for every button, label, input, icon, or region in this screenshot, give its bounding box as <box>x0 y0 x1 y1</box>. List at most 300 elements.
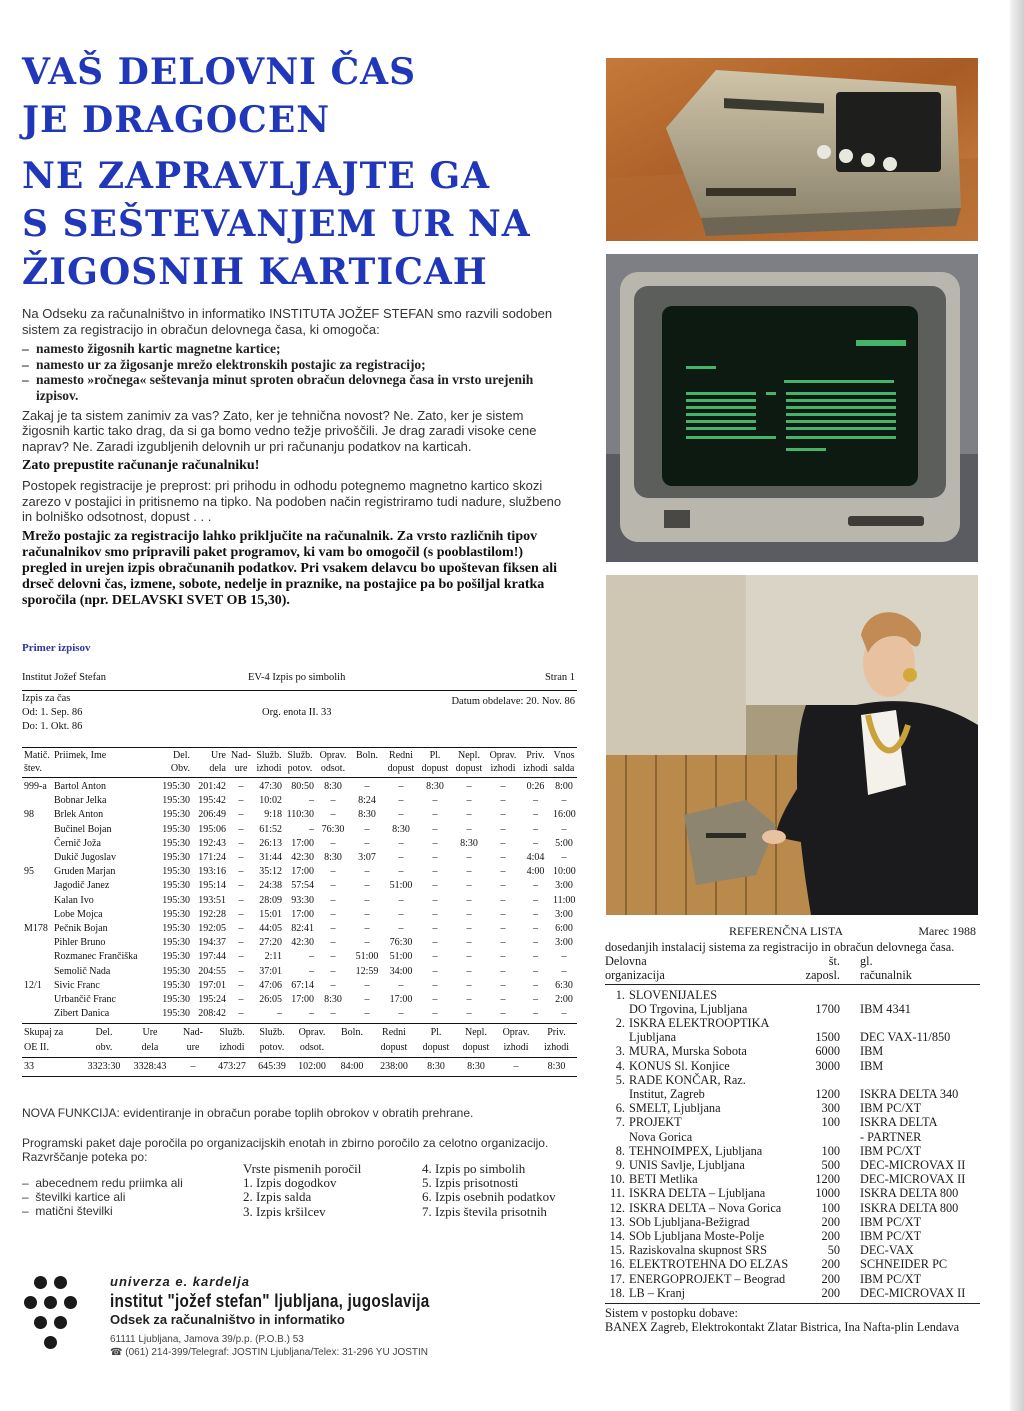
table-cell: 1700 <box>815 1001 840 1016</box>
table-cell: Pečnik Bojan <box>54 923 108 935</box>
table-cell: Nova Gorica <box>629 1129 693 1144</box>
table-cell: 195:30 <box>162 908 190 920</box>
table-cell: 15. <box>609 1243 625 1258</box>
table-cell: – <box>398 979 404 991</box>
table-cell: DEC-MICROVAX II <box>860 1285 966 1300</box>
table-cell: – <box>330 908 336 920</box>
table-cell: 3. <box>615 1044 625 1059</box>
table-cell: 51:00 <box>389 880 413 892</box>
table-cell: 197:01 <box>198 979 226 991</box>
table-cell: 102:00 <box>298 1060 326 1072</box>
headline-line: VAŠ DELOVNI ČAS <box>22 51 417 93</box>
table-cell: – <box>500 965 506 977</box>
table-cell: 195:30 <box>162 979 190 991</box>
table-cell <box>860 1016 980 1030</box>
col-header: Ure dela <box>141 1027 159 1053</box>
table-cell: ENERGOPROJEKT – Beograd <box>629 1271 786 1286</box>
sort-item: – številki kartice ali <box>22 1190 126 1204</box>
intro-text <box>22 306 570 613</box>
table-cell: – <box>533 880 538 892</box>
table-row <box>22 908 577 922</box>
table-cell: – <box>238 937 244 949</box>
table-cell: – <box>466 880 472 892</box>
table-cell: 2:00 <box>555 994 573 1006</box>
table-cell: 76:30 <box>321 823 345 835</box>
table-cell: 238:00 <box>380 1060 408 1072</box>
table-cell: M178 <box>24 923 48 935</box>
table-cell: 100 <box>821 1143 840 1158</box>
table-cell: – <box>432 795 438 807</box>
summary-values <box>22 1060 577 1074</box>
table-cell: – <box>238 894 244 906</box>
list-item <box>605 1087 980 1101</box>
table-cell: – <box>364 894 370 906</box>
list-item <box>605 1059 980 1073</box>
list-item <box>605 1030 980 1044</box>
table-cell: 11:00 <box>553 894 576 906</box>
table-cell: – <box>238 965 244 977</box>
col-header: Nad- ure <box>183 1027 203 1053</box>
col-header: Redni dopust <box>387 750 415 774</box>
table-cell: – <box>309 965 314 977</box>
table-cell: – <box>432 1008 438 1020</box>
table-cell: DO Trgovina, Ljubljana <box>629 1001 748 1016</box>
table-cell: 200 <box>821 1271 840 1286</box>
table-cell: 7. <box>615 1115 625 1130</box>
table-cell: 9. <box>615 1158 625 1173</box>
table-cell: 195:30 <box>162 866 190 878</box>
report-types-col2 <box>422 1162 556 1219</box>
table-cell <box>22 837 52 851</box>
table-row <box>22 837 577 851</box>
report-type-item: 1. Izpis dogodkov <box>243 1175 337 1191</box>
divider <box>22 1023 577 1024</box>
table-cell: 13. <box>609 1214 625 1229</box>
table-cell: Institut, Zagreb <box>629 1087 705 1102</box>
table-cell: 67:14 <box>291 979 314 991</box>
table-cell <box>22 794 52 808</box>
table-cell: – <box>398 1008 404 1020</box>
table-cell: – <box>238 951 244 963</box>
divider <box>22 777 577 778</box>
pending-title: Sistem v postopku dobave: <box>605 1306 738 1321</box>
report-type-item: 7. Izpis števila prisotnih <box>422 1203 547 1219</box>
table-cell: – <box>500 837 506 849</box>
table-cell: 197:44 <box>198 951 226 963</box>
table-cell: Černič Joža <box>54 837 101 849</box>
table-cell: – <box>277 1008 282 1020</box>
table-cell: 195:14 <box>198 880 226 892</box>
divider <box>22 690 577 691</box>
table-cell: – <box>309 795 314 807</box>
table-cell: – <box>466 908 472 920</box>
table-cell: – <box>432 951 438 963</box>
photo-terminal-device <box>606 58 978 241</box>
table-cell: Urbančič Franc <box>54 994 116 1006</box>
table-cell: Jagodič Janez <box>54 880 110 892</box>
col-header: gl. računalnik <box>860 954 912 983</box>
table-cell: – <box>330 951 336 963</box>
table-cell: 8. <box>615 1143 625 1158</box>
table-cell: UNIS Savlje, Ljubljana <box>629 1158 745 1173</box>
table-cell: 26:05 <box>259 994 282 1006</box>
table-cell: – <box>466 937 472 949</box>
table-cell: 42:30 <box>291 852 314 864</box>
table-cell: – <box>398 809 404 821</box>
table-cell: – <box>238 781 244 792</box>
summary-header-row <box>22 1026 577 1054</box>
table-cell: 34:00 <box>389 965 413 977</box>
col-header: Boln. <box>341 1027 363 1039</box>
table-cell <box>805 988 860 1002</box>
photo-woman-terminal <box>606 575 978 915</box>
table-cell: – <box>533 1008 538 1020</box>
table-cell: LB – Kranj <box>629 1285 686 1300</box>
table-cell: – <box>432 994 438 1006</box>
table-cell: 204:55 <box>198 965 226 977</box>
list-item <box>605 1201 980 1215</box>
list-item <box>605 1130 980 1144</box>
table-cell: 98 <box>24 809 34 821</box>
list-item <box>605 988 980 1002</box>
col-header: Vnos salda <box>553 750 575 774</box>
table-cell: 100 <box>821 1115 840 1130</box>
table-row <box>22 823 577 837</box>
table-cell: 47:30 <box>259 781 282 792</box>
intro-emphasis: Zato prepustite računanje računalniku! <box>22 458 260 474</box>
reference-rows <box>605 988 980 1300</box>
table-cell: 50 <box>827 1243 840 1258</box>
table-cell <box>860 1073 980 1087</box>
table-cell: 8:30 <box>427 1060 445 1072</box>
table-cell: 645:39 <box>258 1060 286 1072</box>
table-cell: Pihler Bruno <box>54 937 106 949</box>
table-cell: – <box>466 852 472 864</box>
intro-paragraph: Zakaj je ta sistem zanimiv za vas? Zato, ker je tehnična novost? Ne. Zato, ker je sistem žigosnih kartic tako drag, da si ga bomo vedno težje privoščili. Je drag zaradi visoke cene naprav? Ne. Zaradi izgubljenih delovnih ur pri računanju podatkov na karticah. <box>22 407 537 454</box>
table-cell: 33 <box>24 1060 34 1072</box>
report-type-item: 3. Izpis kršilcev <box>243 1203 326 1219</box>
table-row <box>22 979 577 993</box>
table-cell: ISKRA DELTA 800 <box>860 1200 959 1215</box>
table-cell: 4. <box>615 1058 625 1073</box>
table-cell: – <box>466 781 472 792</box>
table-cell: ISKRA DELTA <box>860 1115 938 1130</box>
table-cell: DEC-MICROVAX II <box>860 1172 966 1187</box>
table-cell: Raziskovalna skupnost SRS <box>629 1243 768 1258</box>
table-cell: 6. <box>615 1101 625 1116</box>
table-cell: SLOVENIJALES <box>629 987 718 1002</box>
table-cell: – <box>500 951 506 963</box>
institute-name: institut "jožef stefan" ljubljana, jugoslavija <box>110 1291 430 1311</box>
table-cell <box>22 851 52 865</box>
table-cell: – <box>364 1008 370 1020</box>
list-item <box>605 1172 980 1186</box>
table-cell: 10:00 <box>553 866 576 878</box>
report-unit: Org. enota II. 33 <box>262 707 332 718</box>
table-cell: 8:30 <box>467 1060 485 1072</box>
table-cell: 195:30 <box>162 880 190 892</box>
table-cell: 195:30 <box>162 823 190 835</box>
table-cell: Sivic Franc <box>54 979 100 991</box>
table-cell: – <box>533 894 538 906</box>
table-cell: – <box>432 979 438 991</box>
table-cell: Lobe Mojca <box>54 908 103 920</box>
table-row <box>22 865 577 879</box>
table-cell: 195:30 <box>162 781 190 792</box>
table-cell: 8:30 <box>547 1060 566 1072</box>
table-cell: – <box>466 823 472 835</box>
list-item <box>605 1229 980 1243</box>
list-item <box>605 1286 980 1300</box>
table-cell: IBM PC/XT <box>860 1214 922 1229</box>
table-cell: 57:54 <box>291 880 314 892</box>
table-cell: 8:30 <box>324 781 342 792</box>
table-cell: 500 <box>821 1158 840 1173</box>
table-cell: 1200 <box>815 1087 840 1102</box>
table-cell: – <box>432 852 438 864</box>
table-cell: 3000 <box>815 1058 840 1073</box>
table-cell: DEC-MICROVAX II <box>860 1158 966 1173</box>
col-header: Priimek, Ime <box>54 750 107 761</box>
table-cell: – <box>398 923 404 935</box>
feature-item: – namesto žigosnih kartic magnetne kartice; <box>22 341 570 357</box>
table-cell: 82:41 <box>291 923 314 935</box>
table-cell: ISKRA DELTA 340 <box>860 1087 959 1102</box>
table-cell: SOb Ljubljana Moste-Polje <box>629 1229 765 1244</box>
table-row <box>22 965 577 979</box>
table-cell: Bobnar Jelka <box>54 795 107 807</box>
table-cell: – <box>190 1060 196 1072</box>
table-cell: 12:59 <box>355 965 379 977</box>
table-row <box>22 936 577 950</box>
table-cell: ISKRA DELTA – Ljubljana <box>629 1186 766 1201</box>
reference-title: REFERENČNA LISTA <box>729 924 844 938</box>
table-cell: – <box>238 866 244 878</box>
photo-monitor <box>606 254 978 562</box>
col-header: Oprav. izhodi <box>489 750 517 774</box>
table-cell: 17:00 <box>291 866 314 878</box>
table-cell <box>605 1130 629 1144</box>
table-cell: – <box>238 823 244 835</box>
table-row <box>22 894 577 908</box>
table-cell: 26:13 <box>259 837 282 849</box>
table-cell: – <box>561 852 567 864</box>
col-header: Pl. dopust <box>421 750 449 774</box>
table-cell: SCHNEIDER PC <box>860 1257 948 1272</box>
address: 61111 Ljubljana, Jamova 39/p.p. (P.O.B.) 53 ☎ (061) 214-399/Telegraf: JOSTIN Ljubljana/Telex: 31-296 YU JOSTIN <box>110 1334 428 1358</box>
report-types-col1 <box>243 1162 361 1219</box>
table-cell: 35:12 <box>259 866 282 878</box>
col-header: Priv. izhodi <box>544 1027 569 1053</box>
table-cell: – <box>432 866 438 878</box>
table-cell: – <box>533 923 538 935</box>
table-cell: 27:20 <box>259 937 282 949</box>
table-cell <box>22 936 52 950</box>
table-cell: 47:06 <box>259 979 282 991</box>
table-cell: 44:05 <box>259 923 282 935</box>
table-cell: – <box>238 837 244 849</box>
report-header <box>22 672 577 688</box>
reference-description: dosedanjih instalacij sistema za registracijo in obračun delovnega časa. <box>605 940 955 954</box>
table-cell: 24:38 <box>259 880 282 892</box>
report-type-item: 4. Izpis po simbolih <box>422 1161 526 1176</box>
page-edge <box>1010 0 1024 1411</box>
table-cell <box>22 823 52 837</box>
table-cell: Dukič Jugoslav <box>54 852 116 864</box>
pending-list: BANEX Zagreb, Elektrokontakt Zlatar Bistrica, Ina Nafta-plin Lendava <box>605 1320 960 1335</box>
table-cell: 80:50 <box>291 781 314 792</box>
col-header: Služb. potov. <box>287 750 313 774</box>
report-title: EV-4 Izpis po simbolih <box>248 672 346 683</box>
table-cell: – <box>238 923 244 935</box>
table-cell: Bartol Anton <box>54 781 106 792</box>
col-header: Nepl. dopust <box>455 750 483 774</box>
table-cell: 5:00 <box>555 837 573 849</box>
table-cell: 17. <box>609 1271 625 1286</box>
list-item <box>605 1002 980 1016</box>
table-cell: 8:30 <box>324 994 342 1006</box>
headline-line: S SEŠTEVANJEM UR NA <box>22 203 531 245</box>
table-cell: – <box>364 923 370 935</box>
institute-logo <box>24 1276 82 1358</box>
table-cell: – <box>238 795 244 807</box>
report-types-title: Vrste pismenih poročil <box>243 1161 362 1176</box>
report-type-item: 2. Izpis salda <box>243 1189 312 1205</box>
table-cell: ISKRA ELEKTROOPTIKA <box>629 1016 770 1031</box>
phone-icon: ☎ <box>110 1347 123 1358</box>
table-cell: – <box>466 979 472 991</box>
table-cell: PROJEKT <box>629 1115 682 1130</box>
table-cell: – <box>533 994 538 1006</box>
table-cell: – <box>364 979 370 991</box>
table-cell: 192:05 <box>198 923 226 935</box>
table-cell <box>22 950 52 964</box>
table-cell: 93:30 <box>291 894 314 906</box>
table-cell: 51:00 <box>355 951 379 963</box>
table-cell: 28:09 <box>259 894 282 906</box>
table-cell: – <box>466 809 472 821</box>
table-cell: 17:00 <box>291 994 314 1006</box>
table-cell: IBM PC/XT <box>860 1271 922 1286</box>
table-cell: – <box>330 923 336 935</box>
report-body <box>22 780 577 1021</box>
table-cell: – <box>500 795 506 807</box>
table-cell: – <box>500 781 506 792</box>
table-cell: Kalan Ivo <box>54 894 94 906</box>
table-row <box>22 794 577 808</box>
intro-paragraph: Na Odseku za računalništvo in informatiko INSTITUTA JOŽEF STEFAN smo razvili sodoben sistem za registracijo in obračun delovnega časa, ki omogoča: <box>22 306 553 337</box>
table-cell: – <box>238 880 244 892</box>
col-header: Nad- ure <box>231 750 251 774</box>
table-cell: 1200 <box>815 1172 840 1187</box>
table-cell: – <box>466 951 472 963</box>
table-cell: – <box>466 923 472 935</box>
headline <box>22 48 582 296</box>
report-table <box>22 750 577 1021</box>
table-cell: – <box>330 837 336 849</box>
table-cell: – <box>432 965 438 977</box>
table-cell: 3:00 <box>555 880 573 892</box>
table-cell: 31:44 <box>259 852 282 864</box>
institute-info <box>110 1274 486 1359</box>
table-cell <box>22 879 52 893</box>
report-type-item: 5. Izpis prisotnosti <box>422 1175 519 1191</box>
summary-table <box>22 1026 577 1054</box>
table-cell: RADE KONČAR, Raz. <box>629 1072 746 1087</box>
table-cell: – <box>561 965 567 977</box>
table-cell: 18. <box>609 1285 625 1300</box>
reference-table <box>605 954 980 982</box>
table-cell: – <box>330 937 336 949</box>
table-cell: 1000 <box>815 1186 840 1201</box>
table-cell: IBM 4341 <box>860 1001 911 1016</box>
col-header: Služb. izhodi <box>256 750 282 774</box>
table-cell <box>805 1130 860 1144</box>
table-cell: 16. <box>609 1257 625 1272</box>
table-cell: 14. <box>609 1229 625 1244</box>
report-period-label: Izpis za čas <box>22 693 71 704</box>
feature-list <box>22 341 570 403</box>
col-header: Redni dopust <box>380 1027 408 1053</box>
table-cell: – <box>398 908 404 920</box>
table-cell: MURA, Murska Sobota <box>629 1044 747 1059</box>
divider <box>22 747 577 748</box>
table-cell <box>22 1007 52 1021</box>
table-cell <box>605 1087 629 1101</box>
table-cell: Gruden Marjan <box>54 866 116 878</box>
table-cell: 1. <box>615 987 625 1002</box>
table-cell: Semolič Nada <box>54 965 111 977</box>
table-row <box>22 780 577 794</box>
list-item <box>605 1158 980 1172</box>
divider <box>605 984 980 985</box>
table-cell: 6000 <box>815 1044 840 1059</box>
table-cell: SMELT, Ljubljana <box>629 1101 721 1116</box>
table-cell <box>605 1002 629 1016</box>
table-cell: – <box>500 880 506 892</box>
col-header: Pl. dopust <box>422 1027 450 1053</box>
table-cell: – <box>398 795 404 807</box>
table-cell: – <box>561 951 567 963</box>
table-cell: – <box>238 809 244 821</box>
program-description: Programski paket daje poročila po organizacijskih enotah in zbirno poročilo za celotno organizacijo. Razvrščanje poteka po: <box>22 1136 549 1164</box>
list-item <box>605 1016 980 1030</box>
list-item <box>605 1257 980 1271</box>
col-header: Oprav. izhodi <box>502 1027 530 1053</box>
table-cell: IBM PC/XT <box>860 1229 922 1244</box>
table-cell: – <box>398 852 404 864</box>
table-cell: 100 <box>821 1200 840 1215</box>
list-item <box>605 1115 980 1129</box>
table-cell: – <box>533 809 538 821</box>
table-cell: IBM <box>860 1058 884 1073</box>
table-cell: 195:30 <box>162 809 190 821</box>
table-cell: – <box>330 1008 336 1020</box>
table-row <box>22 993 577 1007</box>
intro-paragraph: Postopek registracije je preprost: pri prihodu in odhodu potegnemo magnetno kartico skozi zarezo v postajici in pritisnemo na tipko. Na podoben način registriramo tudi nadure, službeno in bolniško odsotnost, dopust . . . <box>22 477 562 525</box>
report-date: Datum obdelave: 20. Nov. 86 <box>451 696 575 707</box>
table-cell: Ljubljana <box>629 1030 677 1045</box>
table-cell: – <box>533 979 538 991</box>
table-cell: 195:06 <box>198 823 226 835</box>
table-cell: – <box>364 837 370 849</box>
table-cell: – <box>466 894 472 906</box>
table-cell: 3:00 <box>555 937 573 949</box>
col-header: Služb. izhodi <box>219 1027 245 1053</box>
table-cell: 10. <box>609 1172 625 1187</box>
table-cell: 193:16 <box>198 866 226 878</box>
table-cell: 8:30 <box>426 781 444 792</box>
